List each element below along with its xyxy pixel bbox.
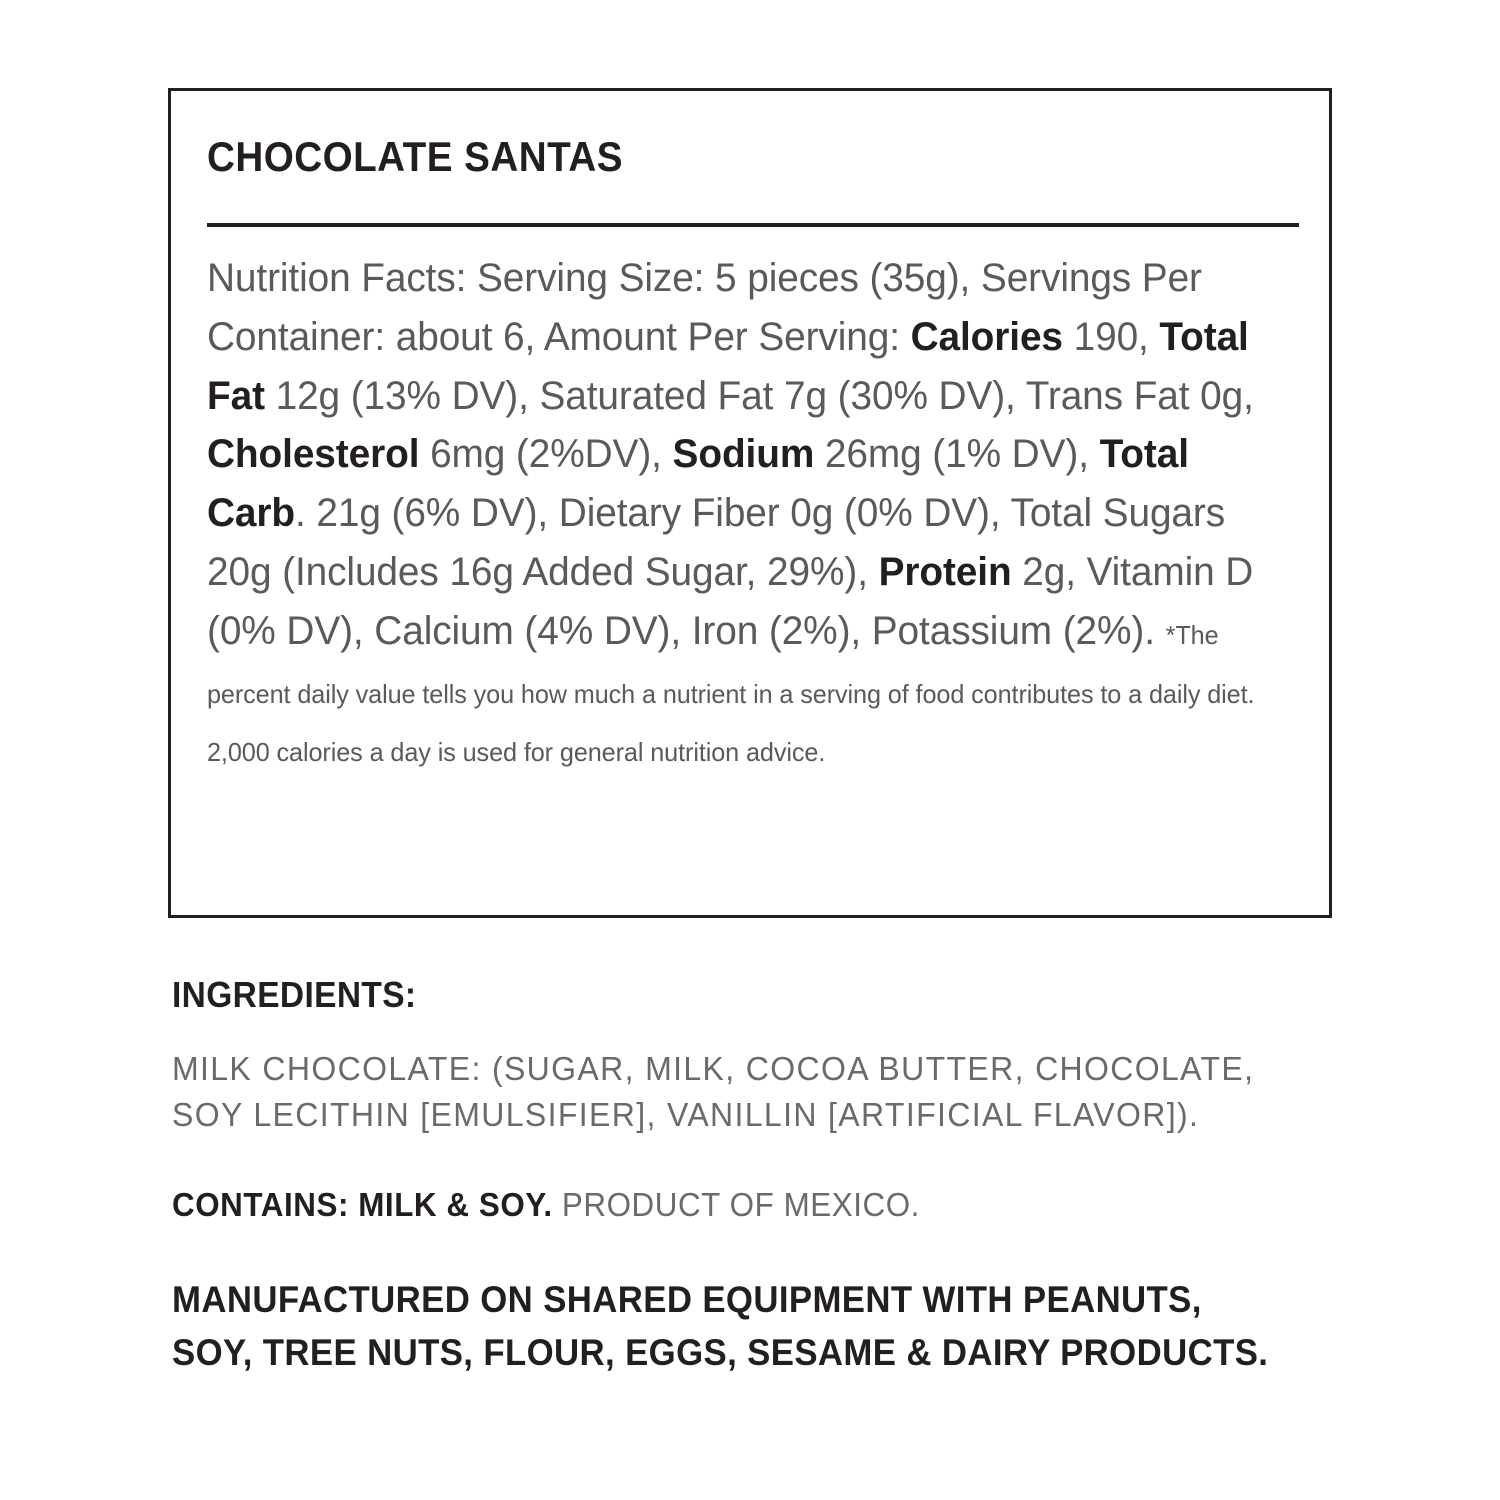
title-divider [207, 223, 1299, 227]
ingredients-heading: INGREDIENTS: [172, 974, 417, 1015]
product-origin: PRODUCT OF MEXICO. [552, 1186, 920, 1223]
contains-statement [172, 1186, 1293, 1224]
nutrition-intro: Nutrition Facts: Serving Size: 5 pieces (35g), Servings Per Container: about 6, Amount Per Serving: [207, 256, 1202, 359]
total-fat-value: 12g (13% DV), Saturated Fat 7g (30% DV), Trans Fat 0g, [264, 373, 1254, 418]
protein-value: 2g, Vitamin D (0% DV), Calcium (4% DV), Iron (2%), Potassium (2%). [207, 549, 1254, 653]
sodium-label: Sodium [672, 432, 815, 477]
contains-label: CONTAINS: MILK & SOY. [172, 1186, 553, 1223]
daily-value-footnote: *The percent daily value tells you how much a nutrient in a serving of food contributes to a daily diet. 2,000 calories a day is used for general nutrition advice. [207, 619, 1255, 768]
nutrition-facts-text [207, 249, 1270, 778]
cholesterol-label: Cholesterol [207, 432, 420, 477]
sodium-value: 26mg (1% DV), [814, 432, 1100, 477]
cholesterol-value: 6mg (2%DV), [419, 432, 673, 477]
protein-label: Protein [878, 549, 1012, 594]
product-title: CHOCOLATE SANTAS [207, 133, 623, 180]
calories-label: Calories [910, 314, 1063, 359]
nutrition-facts-panel [168, 88, 1332, 918]
calories-value: 190, [1062, 314, 1160, 359]
ingredients-list: MILK CHOCOLATE: (SUGAR, MILK, COCOA BUTTER, CHOCOLATE, SOY LECITHIN [EMULSIFIER], VANILLIN [ARTIFICIAL FLAVOR]). [172, 1050, 1255, 1133]
total-carb-label: Total Carb [207, 432, 1189, 536]
allergen-warning: MANUFACTURED ON SHARED EQUIPMENT WITH PEANUTS, SOY, TREE NUTS, FLOUR, EGGS, SESAME & DAIRY PRODUCTS. [172, 1279, 1269, 1373]
total-fat-label: Total Fat [207, 314, 1249, 418]
total-carb-value: . 21g (6% DV), Dietary Fiber 0g (0% DV), Total Sugars 20g (Includes 16g Added Sugar, 29%), [207, 491, 1226, 594]
